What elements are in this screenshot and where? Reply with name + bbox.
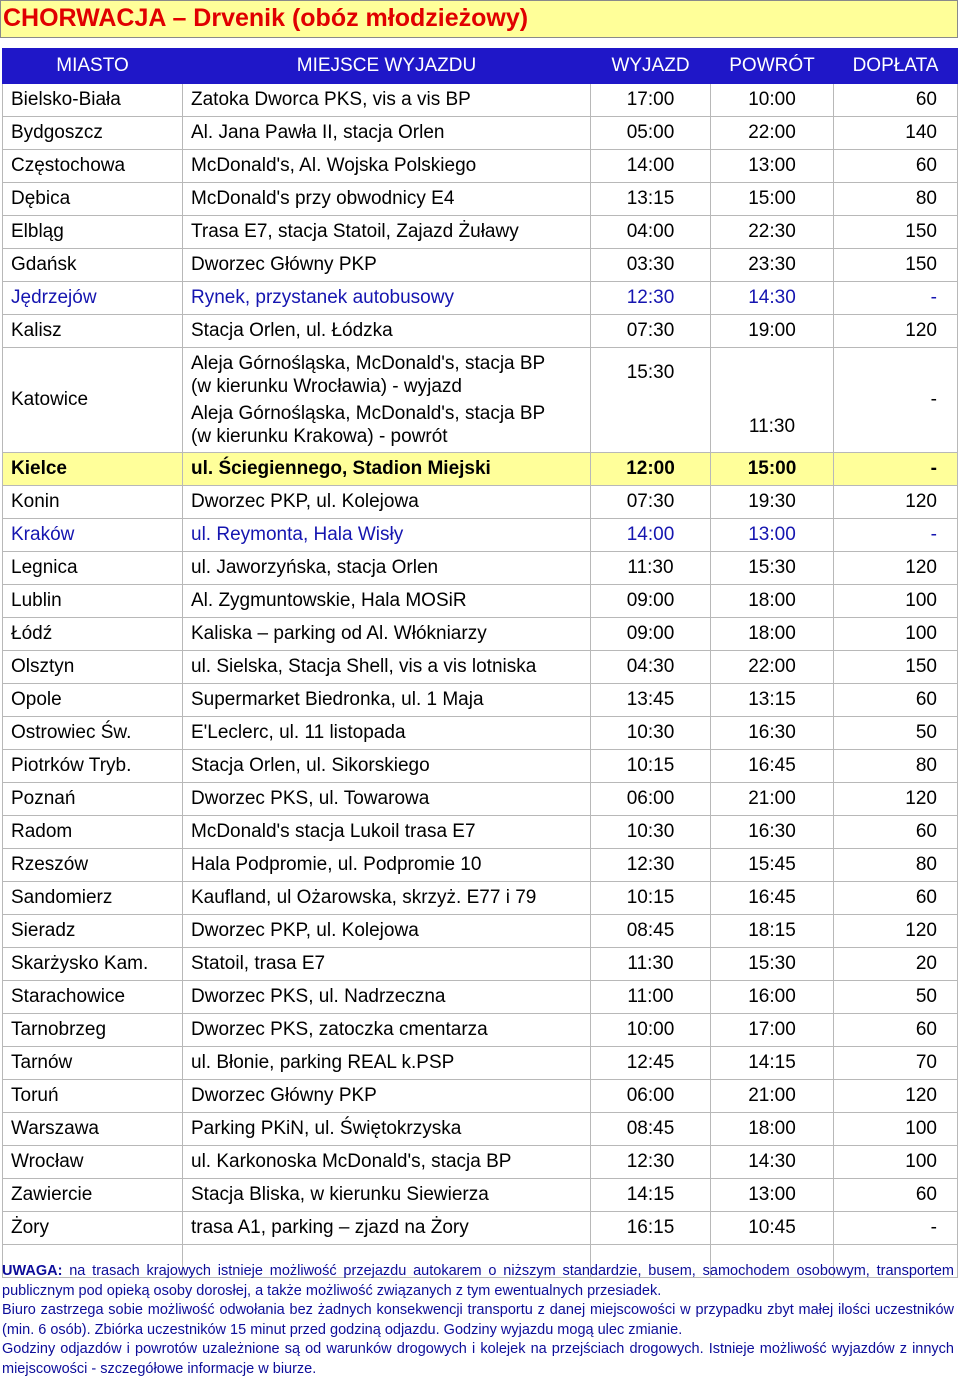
cell-city: Warszawa (3, 1113, 183, 1146)
cell-return: 21:00 (711, 783, 834, 816)
cell-departure: 08:45 (591, 1113, 711, 1146)
cell-departure: 10:30 (591, 816, 711, 849)
cell-return: 16:30 (711, 717, 834, 750)
cell-city: Legnica (3, 552, 183, 585)
table-row (3, 1080, 958, 1113)
cell-return: 18:15 (711, 915, 834, 948)
cell-return: 18:00 (711, 618, 834, 651)
table-row (3, 117, 958, 150)
cell-departure: 12:45 (591, 1047, 711, 1080)
cell-fee: 60 (834, 150, 958, 183)
cell-place: trasa A1, parking – zjazd na Żory (183, 1212, 591, 1245)
cell-fee: 120 (834, 315, 958, 348)
place-departure-line-2: (w kierunku Wrocławia) - wyjazd (191, 376, 462, 397)
cell-fee: 120 (834, 552, 958, 585)
cell-return: 16:00 (711, 981, 834, 1014)
cell-place: Al. Jana Pawła II, stacja Orlen (183, 117, 591, 150)
cell-city: Katowice (3, 348, 183, 453)
cell-city: Rzeszów (3, 849, 183, 882)
cell-return: 19:30 (711, 486, 834, 519)
table-row (3, 486, 958, 519)
cell-departure: 16:15 (591, 1212, 711, 1245)
header-return: POWRÓT (711, 49, 834, 84)
cell-city: Ostrowiec Św. (3, 717, 183, 750)
cell-city: Sieradz (3, 915, 183, 948)
cell-fee: 80 (834, 183, 958, 216)
cell-place (183, 348, 591, 453)
cell-return: 22:00 (711, 117, 834, 150)
cell-city: Toruń (3, 1080, 183, 1113)
cell-return: 18:00 (711, 1113, 834, 1146)
cell-city: Kraków (3, 519, 183, 552)
cell-departure: 12:00 (591, 453, 711, 486)
cell-fee: 100 (834, 585, 958, 618)
cell-fee: 50 (834, 717, 958, 750)
cell-place: ul. Sielska, Stacja Shell, vis a vis lotniska (183, 651, 591, 684)
cell-fee: 120 (834, 486, 958, 519)
table-row (3, 84, 958, 117)
table-row (3, 1179, 958, 1212)
cell-place: Hala Podpromie, ul. Podpromie 10 (183, 849, 591, 882)
cell-fee: 70 (834, 1047, 958, 1080)
cell-place: McDonald's przy obwodnicy E4 (183, 183, 591, 216)
cell-city: Wrocław (3, 1146, 183, 1179)
cell-city: Starachowice (3, 981, 183, 1014)
cell-fee: 60 (834, 882, 958, 915)
place-return-line-2: (w kierunku Krakowa) - powrót (191, 426, 448, 447)
info-note: Godziny odjazdów i powrotów uzależnione są od warunków drogowych i kolejek na przejściach drogowych. Istnieje możliwość wyjazdów z innych miejscowości - szczegółowe informacje w biurze. (2, 1341, 954, 1377)
cell-departure: 11:00 (591, 981, 711, 1014)
cell-place: Supermarket Biedronka, ul. 1 Maja (183, 684, 591, 717)
table-row (3, 1047, 958, 1080)
cell-city: Lublin (3, 585, 183, 618)
table-row (3, 1212, 958, 1245)
place-departure-line-1: Aleja Górnośląska, McDonald's, stacja BP (191, 353, 546, 374)
cell-city: Gdańsk (3, 249, 183, 282)
table-row (3, 183, 958, 216)
cell-departure: 06:00 (591, 783, 711, 816)
warning-label: UWAGA: (2, 1263, 63, 1279)
cancel-note: Biuro zastrzega sobie możliwość odwołania bez żadnych konsekwencji transportu z danej miejscowości w przypadku zbyt małej ilości uczestników (min. 6 osób). Zbiórka uczestników 15 minut przed godziną odjazdu. Godziny wyjazdu mogą ulec zmianie. (2, 1302, 954, 1338)
cell-return: 14:30 (711, 1146, 834, 1179)
table-row (3, 1014, 958, 1047)
table-row (3, 519, 958, 552)
cell-fee: - (834, 282, 958, 315)
cell-fee: - (834, 453, 958, 486)
cell-place: Al. Zygmuntowskie, Hala MOSiR (183, 585, 591, 618)
cell-place: Dworzec PKS, ul. Towarowa (183, 783, 591, 816)
cell-city: Kalisz (3, 315, 183, 348)
cell-fee: 60 (834, 1179, 958, 1212)
cell-fee: 100 (834, 1146, 958, 1179)
cell-return: 15:00 (711, 453, 834, 486)
cell-place: Dworzec Główny PKP (183, 1080, 591, 1113)
header-departure: WYJAZD (591, 49, 711, 84)
cell-place: Dworzec PKP, ul. Kolejowa (183, 915, 591, 948)
table-row (3, 981, 958, 1014)
cell-city: Poznań (3, 783, 183, 816)
cell-return: 16:45 (711, 882, 834, 915)
cell-city: Konin (3, 486, 183, 519)
cell-return: 14:30 (711, 282, 834, 315)
cell-return: 18:00 (711, 585, 834, 618)
cell-city: Zawiercie (3, 1179, 183, 1212)
table-row (3, 816, 958, 849)
table-row (3, 1113, 958, 1146)
cell-fee: 120 (834, 1080, 958, 1113)
cell-return: 10:00 (711, 84, 834, 117)
table-row (3, 315, 958, 348)
cell-departure: 07:30 (591, 315, 711, 348)
cell-departure: 04:30 (591, 651, 711, 684)
cell-fee: 50 (834, 981, 958, 1014)
cell-return: 10:45 (711, 1212, 834, 1245)
cell-return: 17:00 (711, 1014, 834, 1047)
cell-place: Kaufland, ul Ożarowska, skrzyż. E77 i 79 (183, 882, 591, 915)
cell-departure: 10:30 (591, 717, 711, 750)
table-row (3, 618, 958, 651)
table-row (3, 1146, 958, 1179)
cell-city: Skarżysko Kam. (3, 948, 183, 981)
cell-return: 13:00 (711, 150, 834, 183)
cell-fee: 140 (834, 117, 958, 150)
cell-departure: 11:30 (591, 948, 711, 981)
cell-place: Stacja Orlen, ul. Sikorskiego (183, 750, 591, 783)
cell-departure: 13:45 (591, 684, 711, 717)
table-row (3, 915, 958, 948)
cell-place: Dworzec PKS, zatoczka cmentarza (183, 1014, 591, 1047)
cell-place: Kaliska – parking od Al. Włókniarzy (183, 618, 591, 651)
departure-time: 15:30 (626, 362, 675, 383)
table-row-katowice (3, 348, 958, 453)
cell-place: Dworzec PKS, ul. Nadrzeczna (183, 981, 591, 1014)
cell-return: 16:45 (711, 750, 834, 783)
page-title: CHORWACJA – Drvenik (obóz młodzieżowy) (0, 0, 958, 38)
cell-place: Stacja Orlen, ul. Łódzka (183, 315, 591, 348)
cell-place: Dworzec Główny PKP (183, 249, 591, 282)
cell-fee: 60 (834, 1014, 958, 1047)
table-row (3, 684, 958, 717)
cell-place: Zatoka Dworca PKS, vis a vis BP (183, 84, 591, 117)
cell-city: Tarnobrzeg (3, 1014, 183, 1047)
cell-departure: 03:30 (591, 249, 711, 282)
cell-return (711, 348, 834, 453)
cell-place: ul. Karkonoska McDonald's, stacja BP (183, 1146, 591, 1179)
cell-city: Tarnów (3, 1047, 183, 1080)
cell-fee: 150 (834, 651, 958, 684)
cell-place: Stacja Bliska, w kierunku Siewierza (183, 1179, 591, 1212)
cell-city: Olsztyn (3, 651, 183, 684)
cell-fee: 100 (834, 1113, 958, 1146)
cell-fee: 150 (834, 216, 958, 249)
cell-city: Żory (3, 1212, 183, 1245)
cell-fee: 60 (834, 816, 958, 849)
cell-return: 15:30 (711, 552, 834, 585)
cell-departure: 14:00 (591, 150, 711, 183)
cell-place: McDonald's, Al. Wojska Polskiego (183, 150, 591, 183)
cell-return: 14:15 (711, 1047, 834, 1080)
cell-place: McDonald's stacja Lukoil trasa E7 (183, 816, 591, 849)
cell-departure: 10:15 (591, 750, 711, 783)
cell-departure: 10:00 (591, 1014, 711, 1047)
header-place: MIEJSCE WYJAZDU (183, 49, 591, 84)
cell-city: Bydgoszcz (3, 117, 183, 150)
table-row (3, 216, 958, 249)
cell-departure: 13:15 (591, 183, 711, 216)
cell-departure: 06:00 (591, 1080, 711, 1113)
cell-place: E'Leclerc, ul. 11 listopada (183, 717, 591, 750)
notes-section (2, 1262, 954, 1380)
cell-departure: 11:30 (591, 552, 711, 585)
cell-departure: 05:00 (591, 117, 711, 150)
cell-city: Sandomierz (3, 882, 183, 915)
cell-fee: 60 (834, 84, 958, 117)
cell-return: 23:30 (711, 249, 834, 282)
cell-departure: 09:00 (591, 585, 711, 618)
cell-city: Piotrków Tryb. (3, 750, 183, 783)
cell-return: 19:00 (711, 315, 834, 348)
cell-return: 21:00 (711, 1080, 834, 1113)
cell-departure: 12:30 (591, 1146, 711, 1179)
cell-return: 15:30 (711, 948, 834, 981)
cell-return: 15:00 (711, 183, 834, 216)
cell-place: Rynek, przystanek autobusowy (183, 282, 591, 315)
table-row (3, 882, 958, 915)
cell-place: ul. Ściegiennego, Stadion Miejski (183, 453, 591, 486)
cell-fee: - (834, 519, 958, 552)
cell-city: Opole (3, 684, 183, 717)
cell-city: Radom (3, 816, 183, 849)
cell-departure: 12:30 (591, 849, 711, 882)
warning-text: na trasach krajowych istnieje możliwość przejazdu autokarem o niższym standardzie, busem, samochodem osobowym, transportem publicznym pod opieką osoby dorosłej, a także możliwość związanych z tym ewentualnych przesiadek. (2, 1263, 954, 1299)
cell-departure: 09:00 (591, 618, 711, 651)
cell-city: Bielsko-Biała (3, 84, 183, 117)
cell-city: Łódź (3, 618, 183, 651)
cell-fee: 100 (834, 618, 958, 651)
cell-departure: 12:30 (591, 282, 711, 315)
cell-city: Elbląg (3, 216, 183, 249)
table-row (3, 585, 958, 618)
cell-fee: 150 (834, 249, 958, 282)
cell-city: Częstochowa (3, 150, 183, 183)
cell-departure: 10:15 (591, 882, 711, 915)
cell-place: Parking PKiN, ul. Świętokrzyska (183, 1113, 591, 1146)
table-row (3, 282, 958, 315)
cell-fee: 80 (834, 849, 958, 882)
header-city: MIASTO (3, 49, 183, 84)
cell-city: Kielce (3, 453, 183, 486)
cell-place: ul. Reymonta, Hala Wisły (183, 519, 591, 552)
cell-place: Trasa E7, stacja Statoil, Zajazd Żuławy (183, 216, 591, 249)
cell-fee: 20 (834, 948, 958, 981)
table-row (3, 249, 958, 282)
table-row (3, 552, 958, 585)
return-time: 11:30 (748, 416, 796, 437)
cell-departure: 04:00 (591, 216, 711, 249)
warning-note (2, 1262, 954, 1301)
table-row (3, 750, 958, 783)
cell-fee: 120 (834, 915, 958, 948)
schedule-table (2, 48, 958, 1278)
table-row (3, 948, 958, 981)
cell-departure: 07:30 (591, 486, 711, 519)
cell-place: ul. Błonie, parking REAL k.PSP (183, 1047, 591, 1080)
table-row (3, 717, 958, 750)
cell-return: 16:30 (711, 816, 834, 849)
table-header (3, 49, 958, 84)
cell-place: Dworzec PKP, ul. Kolejowa (183, 486, 591, 519)
table-row (3, 849, 958, 882)
cell-departure: 17:00 (591, 84, 711, 117)
cell-city: Dębica (3, 183, 183, 216)
cell-departure: 14:15 (591, 1179, 711, 1212)
cell-return: 13:00 (711, 519, 834, 552)
table-row (3, 651, 958, 684)
place-return-line-1: Aleja Górnośląska, McDonald's, stacja BP (191, 403, 546, 424)
cell-city: Jędrzejów (3, 282, 183, 315)
cell-place: Statoil, trasa E7 (183, 948, 591, 981)
cell-fee: 120 (834, 783, 958, 816)
cell-fee: 80 (834, 750, 958, 783)
header-fee: DOPŁATA (834, 49, 958, 84)
cell-fee: - (834, 348, 958, 453)
cell-departure: 14:00 (591, 519, 711, 552)
table-row (3, 453, 958, 486)
cell-return: 13:15 (711, 684, 834, 717)
cell-departure: 08:45 (591, 915, 711, 948)
table-row (3, 783, 958, 816)
cell-return: 22:00 (711, 651, 834, 684)
cell-fee: - (834, 1212, 958, 1245)
table-row (3, 150, 958, 183)
cell-departure (591, 348, 711, 453)
cell-return: 13:00 (711, 1179, 834, 1212)
cell-fee: 60 (834, 684, 958, 717)
cell-return: 22:30 (711, 216, 834, 249)
cell-return: 15:45 (711, 849, 834, 882)
cell-place: ul. Jaworzyńska, stacja Orlen (183, 552, 591, 585)
